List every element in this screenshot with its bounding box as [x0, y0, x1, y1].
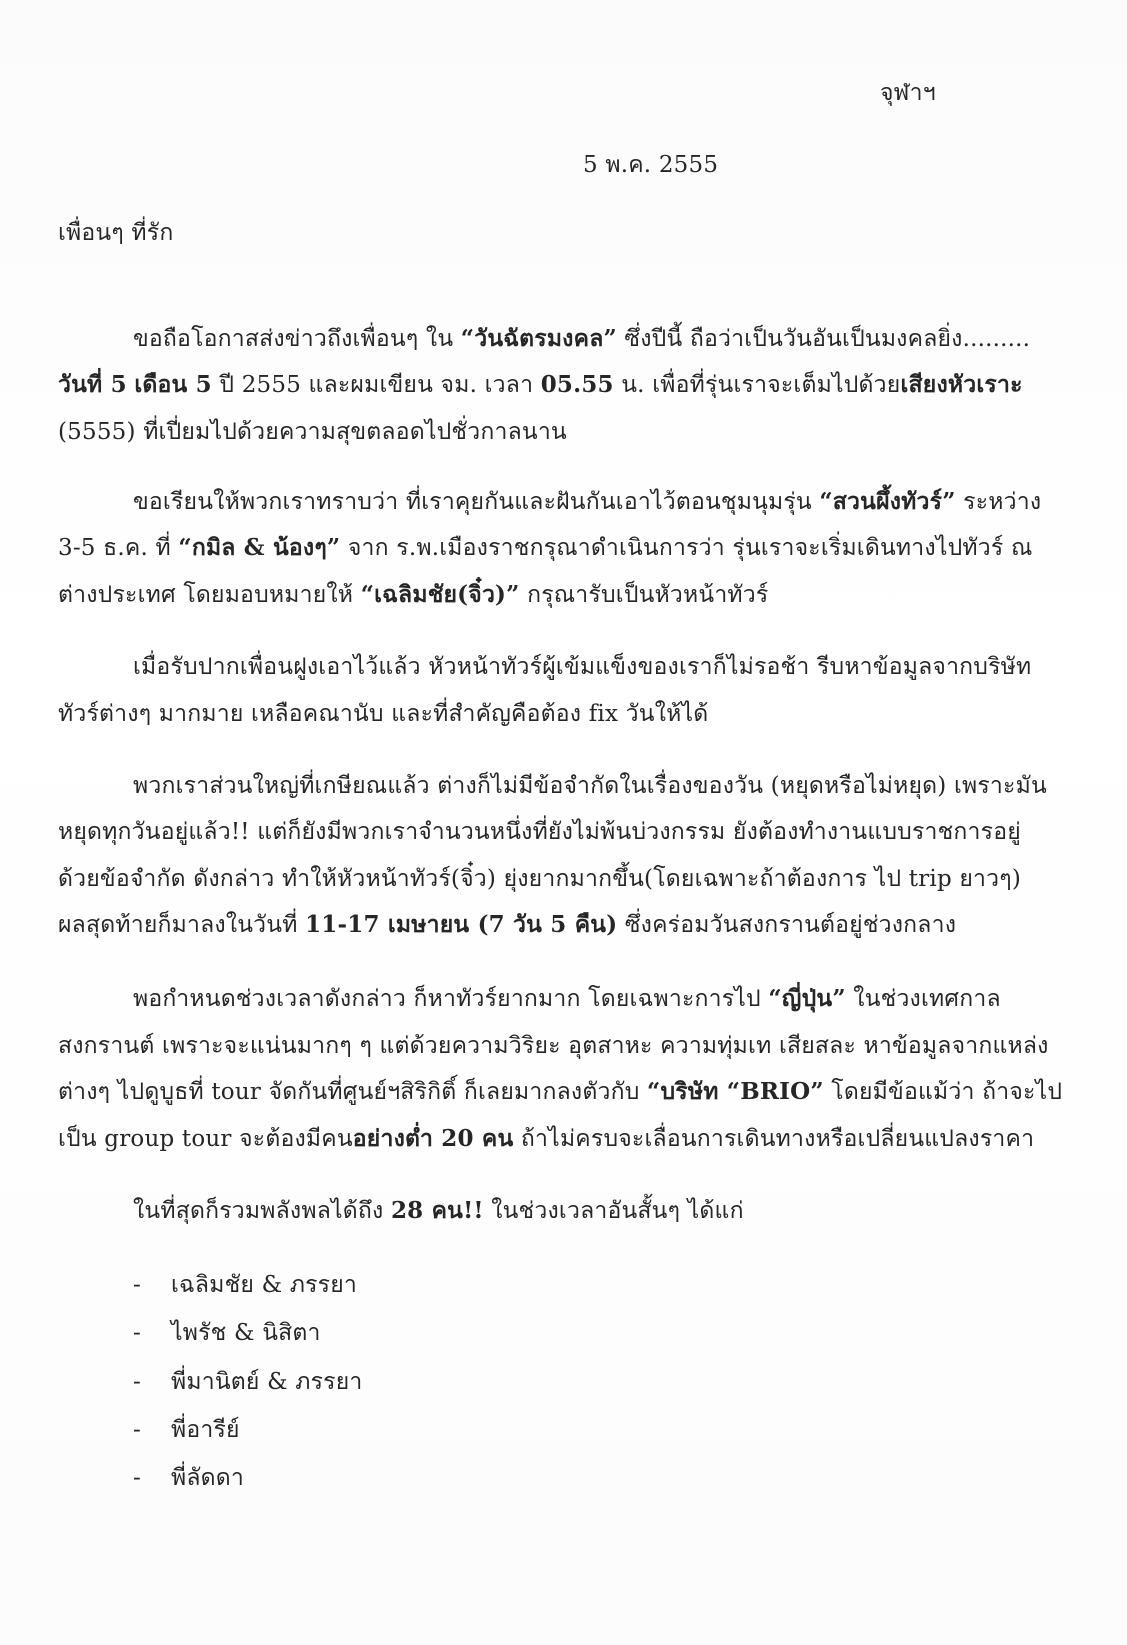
list-item: - ไพรัช & นิสิตา	[133, 1320, 321, 1346]
paragraph-1-line-1: ขอถือโอกาสส่งข่าวถึงเพื่อนๆ ใน “วันฉัตรมงคล” ซึ่งปีนี้ ถือว่าเป็นวันอันเป็นมงคลยิ่ง.........	[133, 325, 1031, 352]
paragraph-5-line-1: พอกำหนดช่วงเวลาดังกล่าว ก็หาทัวร์ยากมาก โดยเฉพาะการไป “ญี่ปุ่น” ในช่วงเทศกาล	[133, 985, 1001, 1012]
signature	[880, 77, 936, 109]
paragraph-1-line-2: วันที่ 5 เดือน 5 ปี 2555 และผมเขียน จม. เวลา 05.55 น. เพื่อที่รุ่นเราจะเต็มไปด้วยเสียงหัวเราะ	[58, 371, 1023, 398]
paragraph-5-line-3: ต่างๆ ไปดูบูธที่ tour จัดกันที่ศูนย์ฯสิริกิติ์ ก็เลยมากลงตัวกับ “บริษัท “BRIO” โดยมีข้อแม้ว่า ถ้าจะไป	[58, 1078, 1063, 1105]
letter-date: 5 พ.ค. 2555	[583, 152, 719, 178]
list-item: - พี่มานิตย์ & ภรรยา	[133, 1369, 363, 1395]
paragraph-4-line-3: ด้วยข้อจำกัด ดังกล่าว ทำให้หัวหน้าทัวร์(จิ๋ว) ยุ่งยากมากขึ้น(โดยเฉพาะถ้าต้องการ ไป trip ยาวๆ)	[58, 866, 1022, 892]
paragraph-3-line-1: เมื่อรับปากเพื่อนฝูงเอาไว้แล้ว หัวหน้าทัวร์ผู้เข้มแข็งของเราก็ไม่รอช้า รีบหาข้อมูลจากบริษัท	[133, 654, 1032, 680]
paragraph-1-line-3: (5555) ที่เปี่ยมไปด้วยความสุขตลอดไปชั่วกาลนาน	[58, 419, 567, 445]
paragraph-4-line-2: หยุดทุกวันอยู่แล้ว!! แต่ก็ยังมีพวกเราจำนวนหนึ่งที่ยังไม่พ้นบ่วงกรรม ยังต้องทำงานแบบราชการอยู่	[58, 819, 1021, 845]
paragraph-4-line-1: พวกเราส่วนใหญ่ที่เกษียณแล้ว ต่างก็ไม่มีข้อจำกัดในเรื่องของวัน (หยุดหรือไม่หยุด) เพราะมัน	[133, 773, 1047, 799]
paragraph-2-line-2: 3-5 ธ.ค. ที่ “กมิล & น้องๆ” จาก ร.พ.เมืองราชกรุณาดำเนินการว่า รุ่นเราจะเริ่มเดินทางไปทัวร์ ณ	[58, 534, 1033, 561]
list-item: - พี่อารีย์	[133, 1417, 240, 1443]
paragraph-2-line-3: ต่างประเทศ โดยมอบหมายให้ “เฉลิมชัย(จิ๋ว)” กรุณารับเป็นหัวหน้าทัวร์	[58, 581, 769, 608]
signature-text: จุฬาฯ	[880, 80, 936, 106]
list-item: - เฉลิมชัย & ภรรยา	[133, 1272, 358, 1298]
list-item: - พี่ลัดดา	[133, 1465, 245, 1491]
paragraph-3-line-2: ทัวร์ต่างๆ มากมาย เหลือคณานับ และที่สำคัญคือต้อง fix วันให้ได้	[58, 701, 709, 727]
paragraph-5-line-4: เป็น group tour จะต้องมีคนอย่างต่ำ 20 คน ถ้าไม่ครบจะเลื่อนการเดินทางหรือเปลี่ยนแปลงราคา	[58, 1125, 1035, 1152]
salutation: เพื่อนๆ ที่รัก	[58, 220, 174, 246]
paragraph-6-line-1: ในที่สุดก็รวมพลังพลได้ถึง 28 คน!! ในช่วงเวลาอันสั้นๆ ได้แก่	[133, 1197, 744, 1224]
paragraph-2-line-1: ขอเรียนให้พวกเราทราบว่า ที่เราคุยกันและฝันกันเอาไว้ตอนชุมนุมรุ่น “สวนผึ้งทัวร์” ระหว่าง	[133, 488, 1042, 515]
paragraph-4-line-4: ผลสุดท้ายก็มาลงในวันที่ 11-17 เมษายน (7 วัน 5 คืน) ซึ่งคร่อมวันสงกรานต์อยู่ช่วงกลาง	[58, 911, 957, 938]
paragraph-5-line-2: สงกรานต์ เพราะจะแน่นมากๆ ๆ แต่ด้วยความวิริยะ อุตสาหะ ความทุ่มเท เสียสละ หาข้อมูลจากแหล่ง	[58, 1033, 1049, 1059]
